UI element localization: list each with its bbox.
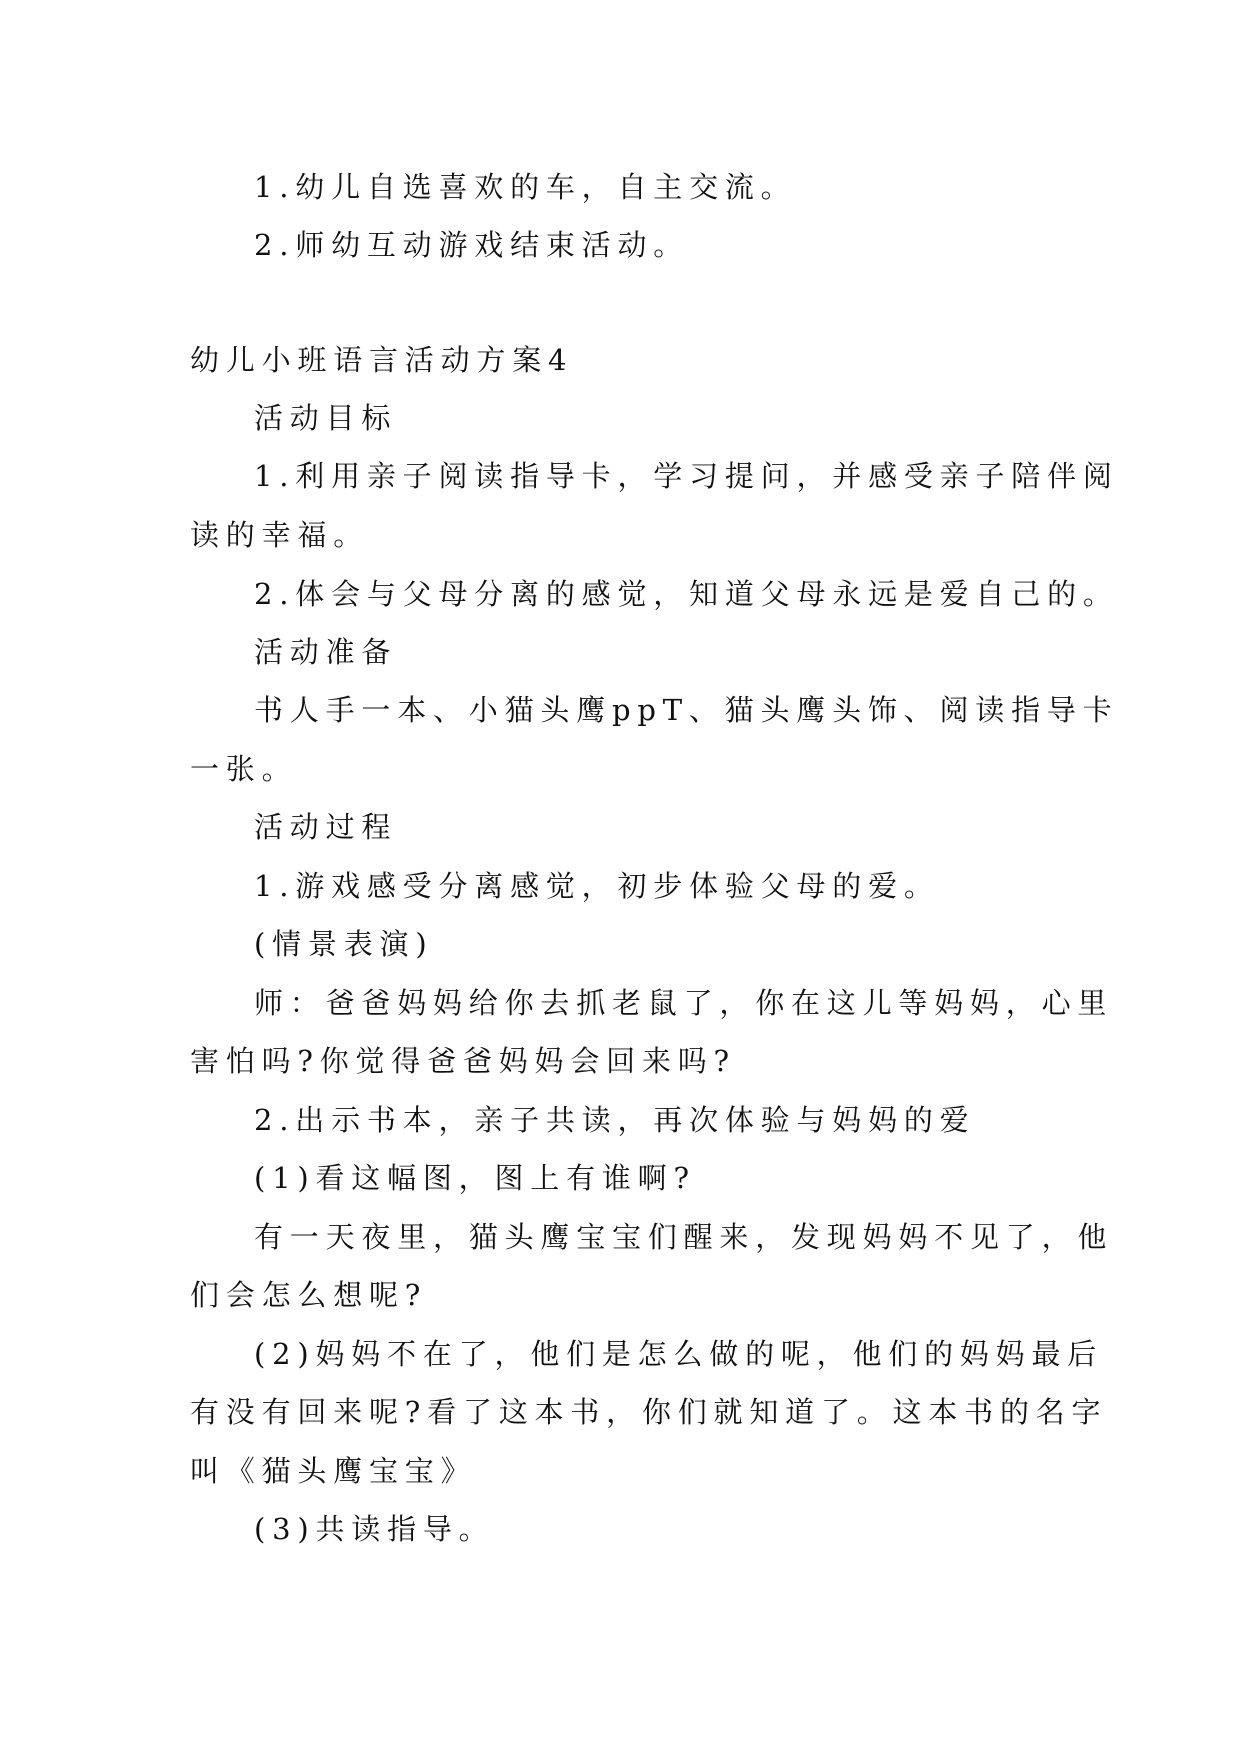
- paragraph-line: 有一天夜里，猫头鹰宝宝们醒来，发现妈妈不见了，他: [254, 1220, 1114, 1254]
- paragraph-line: 有没有回来呢?看了这本书，你们就知道了。这本书的名字: [190, 1395, 1108, 1429]
- paragraph-line: (2)妈妈不在了，他们是怎么做的呢，他们的妈妈最后: [254, 1337, 1104, 1371]
- subheading: 活动过程: [254, 810, 398, 844]
- subheading: 活动准备: [254, 635, 398, 669]
- paragraph-line: 2.体会与父母分离的感觉，知道父母永远是爱自己的。: [254, 577, 1119, 611]
- paragraph-line: 书人手一本、小猫头鹰ppT、猫头鹰头饰、阅读指导卡: [254, 693, 1119, 727]
- paragraph-line: (情景表演): [254, 927, 434, 961]
- paragraph-line: (1)看这幅图，图上有谁啊?: [254, 1161, 696, 1195]
- paragraph-line: 2.师幼互动游戏结束活动。: [254, 228, 690, 262]
- paragraph-line: 1.幼儿自选喜欢的车，自主交流。: [254, 170, 797, 204]
- paragraph-line: (3)共读指导。: [254, 1512, 495, 1546]
- paragraph-line: 们会怎么想呢?: [190, 1278, 428, 1312]
- paragraph-line: 一张。: [190, 752, 298, 786]
- paragraph-line: 读的幸福。: [190, 518, 370, 552]
- paragraph-line: 1.游戏感受分离感觉，初步体验父母的爱。: [254, 869, 940, 903]
- paragraph-line: 害怕吗?你觉得爸爸妈妈会回来吗?: [190, 1044, 736, 1078]
- paragraph-line: 2.出示书本，亲子共读，再次体验与妈妈的爱: [254, 1103, 976, 1137]
- paragraph-line: 叫《猫头鹰宝宝》: [190, 1454, 477, 1488]
- subheading: 活动目标: [254, 401, 398, 435]
- section-title: 幼儿小班语言活动方案4: [190, 343, 574, 377]
- paragraph-line: 师：爸爸妈妈给你去抓老鼠了，你在这儿等妈妈，心里: [254, 986, 1114, 1020]
- paragraph-line: 1.利用亲子阅读指导卡，学习提问，并感受亲子陪伴阅: [254, 459, 1119, 493]
